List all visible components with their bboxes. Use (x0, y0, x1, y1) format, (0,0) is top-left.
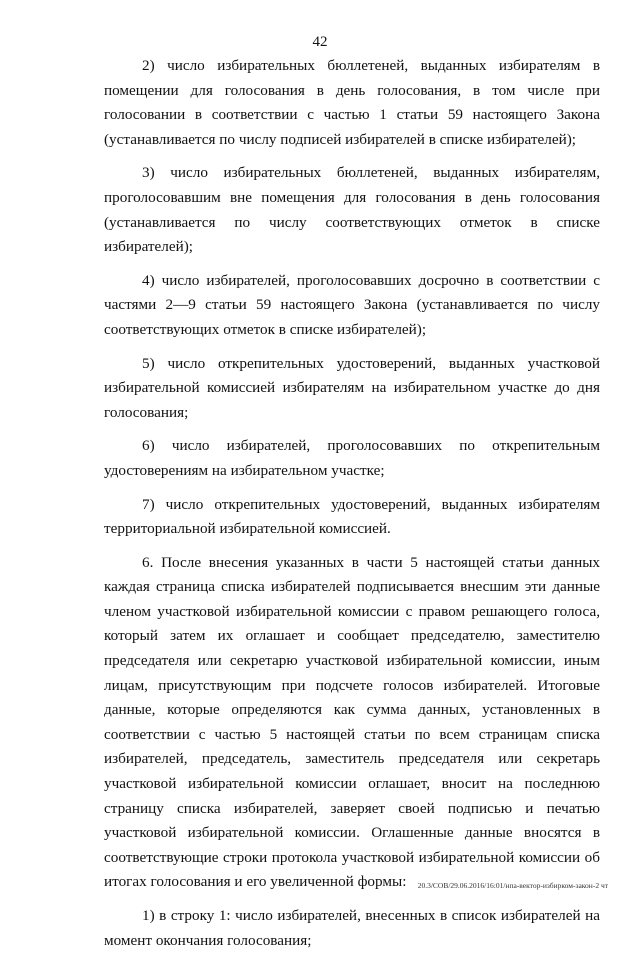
paragraph-item-5: 5) число открепительных удостоверений, выданных участковой избирательной комиссией избирателям на избирательном участке до дня голосования; (104, 354, 600, 421)
paragraph-line-1: 1) в строку 1: число избирателей, внесенных в список избирателей на момент окончания голосования; (104, 907, 600, 949)
paragraph-item-3: 3) число избирательных бюллетеней, выданных избирателям, проголосовавшим вне помещения для голосования в день голосования (устанавливается по числу соответствующих отметок в списке избирателей); (104, 164, 600, 256)
paragraph-item-2: 2) число избирательных бюллетеней, выданных избирателям в помещении для голосования в день голосования, в том числе при голосовании в соответствии с частью 1 статьи 59 настоящего Закона (устанавливается по числу подписей избирателей в списке избирателей); (104, 57, 600, 148)
paragraph-item-7: 7) число открепительных удостоверений, выданных избирателям территориальной избирательной комиссией. (104, 495, 600, 538)
document-footer-code: 20.3/СОВ/29.06.2016/16:01/нпа-вектор-избирком-закон-2 чт (417, 881, 608, 890)
document-body (104, 54, 600, 962)
paragraph-item-4: 4) число избирателей, проголосовавших досрочно в соответствии с частями 2—9 статьи 59 настоящего Закона (устанавливается по числу соответствующих отметок в списке избирателей); (104, 271, 600, 338)
page-number: 42 (312, 34, 328, 50)
paragraph-item-6: 6) число избирателей, проголосовавших по открепительным удостоверениям на избирательном участке; (104, 437, 600, 479)
paragraph-part-6: 6. После внесения указанных в части 5 настоящей статьи данных каждая страница списка избирателей подписывается внесшим эти данные членом участковой избирательной комиссии с правом решающего голоса, который затем их оглашает и сообщает председателю, заместителю председателя или секретарю участковой избирательной комиссии, иным лицам, присутствующим при подсчете голосов избирателей. Итоговые данные, которые определяются как сумма данных, установленных в соответствии с частью 5 настоящей статьи по всем страницам списка избирателей, председатель, заместитель председателя или секретарь участковой избирательной комиссии оглашает, вносит на последнюю страницу списка избирателей, заверяет своей подписью и печатью участковой избирательной комиссии. Оглашенные данные вносятся в соответствующие строки протокола участковой избирательной комиссии об итогах голосования и его увеличенной формы: (104, 553, 600, 891)
